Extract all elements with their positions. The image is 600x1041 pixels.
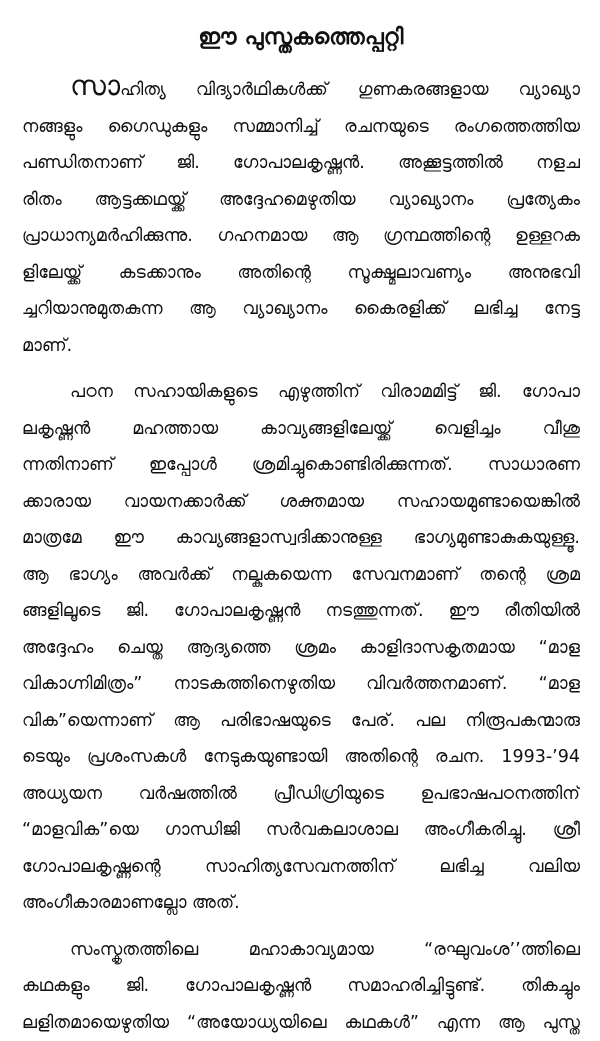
text-line: മാണ്. [22, 328, 580, 365]
text-line: പണ്ഡിതനാണ് ജി. ഗോപാലകൃഷ്ണൻ. അക്കൂട്ടത്തിൽ നളച [22, 145, 580, 182]
text-line: അംഗീകാരമാണല്ലോ അത്. [22, 885, 580, 922]
text-line: ന്നതിനാണ് ഇപ്പോൾ ശ്രമിച്ചുകൊണ്ടിരിക്കുന്നത്. സാധാരണ [22, 447, 580, 484]
large-initial: സാ [70, 69, 120, 102]
text-line: ക്കാരായ വായനക്കാർക്ക് ശക്തമായ സഹായമുണ്ടായെങ്കിൽ [22, 484, 580, 521]
text-line: ടെയും പ്രശംസകൾ നേടുകയുണ്ടായി അതിന്റെ രചന. 1993-’94 [22, 739, 580, 776]
text-line: അധ്യയന വർഷത്തിൽ പ്രീഡിഗ്രിയുടെ ഉപഭാഷപഠനത്തിന് [22, 776, 580, 813]
text-line: ഗോപാലകൃഷ്ണന്റെ സാഹിത്യസേവനത്തിന് ലഭിച്ച വലിയ [22, 849, 580, 886]
text-line: ങ്ങളിലൂടെ ജി. ഗോപാലകൃഷ്ണൻ നടത്തുന്നത്. ഈ രീതിയിൽ [22, 593, 580, 630]
paragraph-2 [22, 374, 580, 922]
text-line: സാഹിത്യ വിദ്യാർഥികൾക്ക് ഗുണകരങ്ങളായ വ്യാഖ്യാ [22, 68, 580, 109]
text-line: അദ്ദേഹം ചെയ്ത ആദ്യത്തെ ശ്രമം കാളിദാസകൃതമായ “മാള [22, 630, 580, 667]
text-line: ആ ഭാഗ്യം അവർക്ക് നല്കുകയെന്ന സേവനമാണ് തന്റെ ശ്രമ [22, 557, 580, 594]
page-title: ഈ പുസ്തകത്തെപ്പറ്റി [22, 22, 580, 54]
text-line: നങ്ങളും ഗൈഡുകളും സമ്മാനിച്ച് രചനയുടെ രംഗത്തെത്തിയ [22, 109, 580, 146]
paragraph-1 [22, 68, 580, 364]
text-line: മാത്രമേ ഈ കാവ്യങ്ങളാസ്വദിക്കാനുള്ള ഭാഗ്യമുണ്ടാകുകയുള്ളൂ. [22, 520, 580, 557]
paragraph-3 [22, 932, 580, 1041]
text-line: പഠന സഹായികളുടെ എഴുത്തിന് വിരാമമിട്ട് ജി. ഗോപാ [22, 374, 580, 411]
text-line: ലകൃഷ്ണൻ മഹത്തായ കാവ്യങ്ങളിലേയ്ക്ക് വെളിച്ചം വീശു [22, 411, 580, 448]
text-line: “മാളവിക”യെ ഗാന്ധിജി സർവകലാശാല അംഗീകരിച്ചു. ശ്രീ [22, 812, 580, 849]
text-line: രിതം ആട്ടക്കഥയ്ക്ക് അദ്ദേഹമെഴുതിയ വ്യാഖ്യാനം പ്രത്യേകം [22, 182, 580, 219]
text-line: ളിലേയ്ക്ക് കടക്കാനും അതിന്റെ സൂക്ഷ്മലാവണ്യം അനുഭവി [22, 255, 580, 292]
text-line: സംസ്കൃതത്തിലെ മഹാകാവ്യമായ “രഘുവംശ’’ത്തിലെ [22, 932, 580, 969]
text-line: വികാഗ്നിമിത്രം” നാടകത്തിനെഴുതിയ വിവർത്തനമാണ്. “മാള [22, 666, 580, 703]
text-line: ലളിതമായെഴുതിയ “അയോധ്യയിലെ കഥകൾ” എന്ന ആ പുസ്ത [22, 1005, 580, 1041]
text-line: ച്ചറിയാനുമുതകുന്ന ആ വ്യാഖ്യാനം കൈരളിക്ക് ലഭിച്ച നേട്ട [22, 291, 580, 328]
text-line: വിക”യെന്നാണ് ആ പരിഭാഷയുടെ പേര്. പല നിരൂപകന്മാരു [22, 703, 580, 740]
text-line: പ്രാധാന്യമർഹിക്കുന്നു. ഗഹനമായ ആ ഗ്രന്ഥത്തിന്റെ ഉള്ളറക [22, 218, 580, 255]
text-line: കഥകളും ജി. ഗോപാലകൃഷ്ണൻ സമാഹരിച്ചിട്ടുണ്ട്. തികച്ചും [22, 968, 580, 1005]
